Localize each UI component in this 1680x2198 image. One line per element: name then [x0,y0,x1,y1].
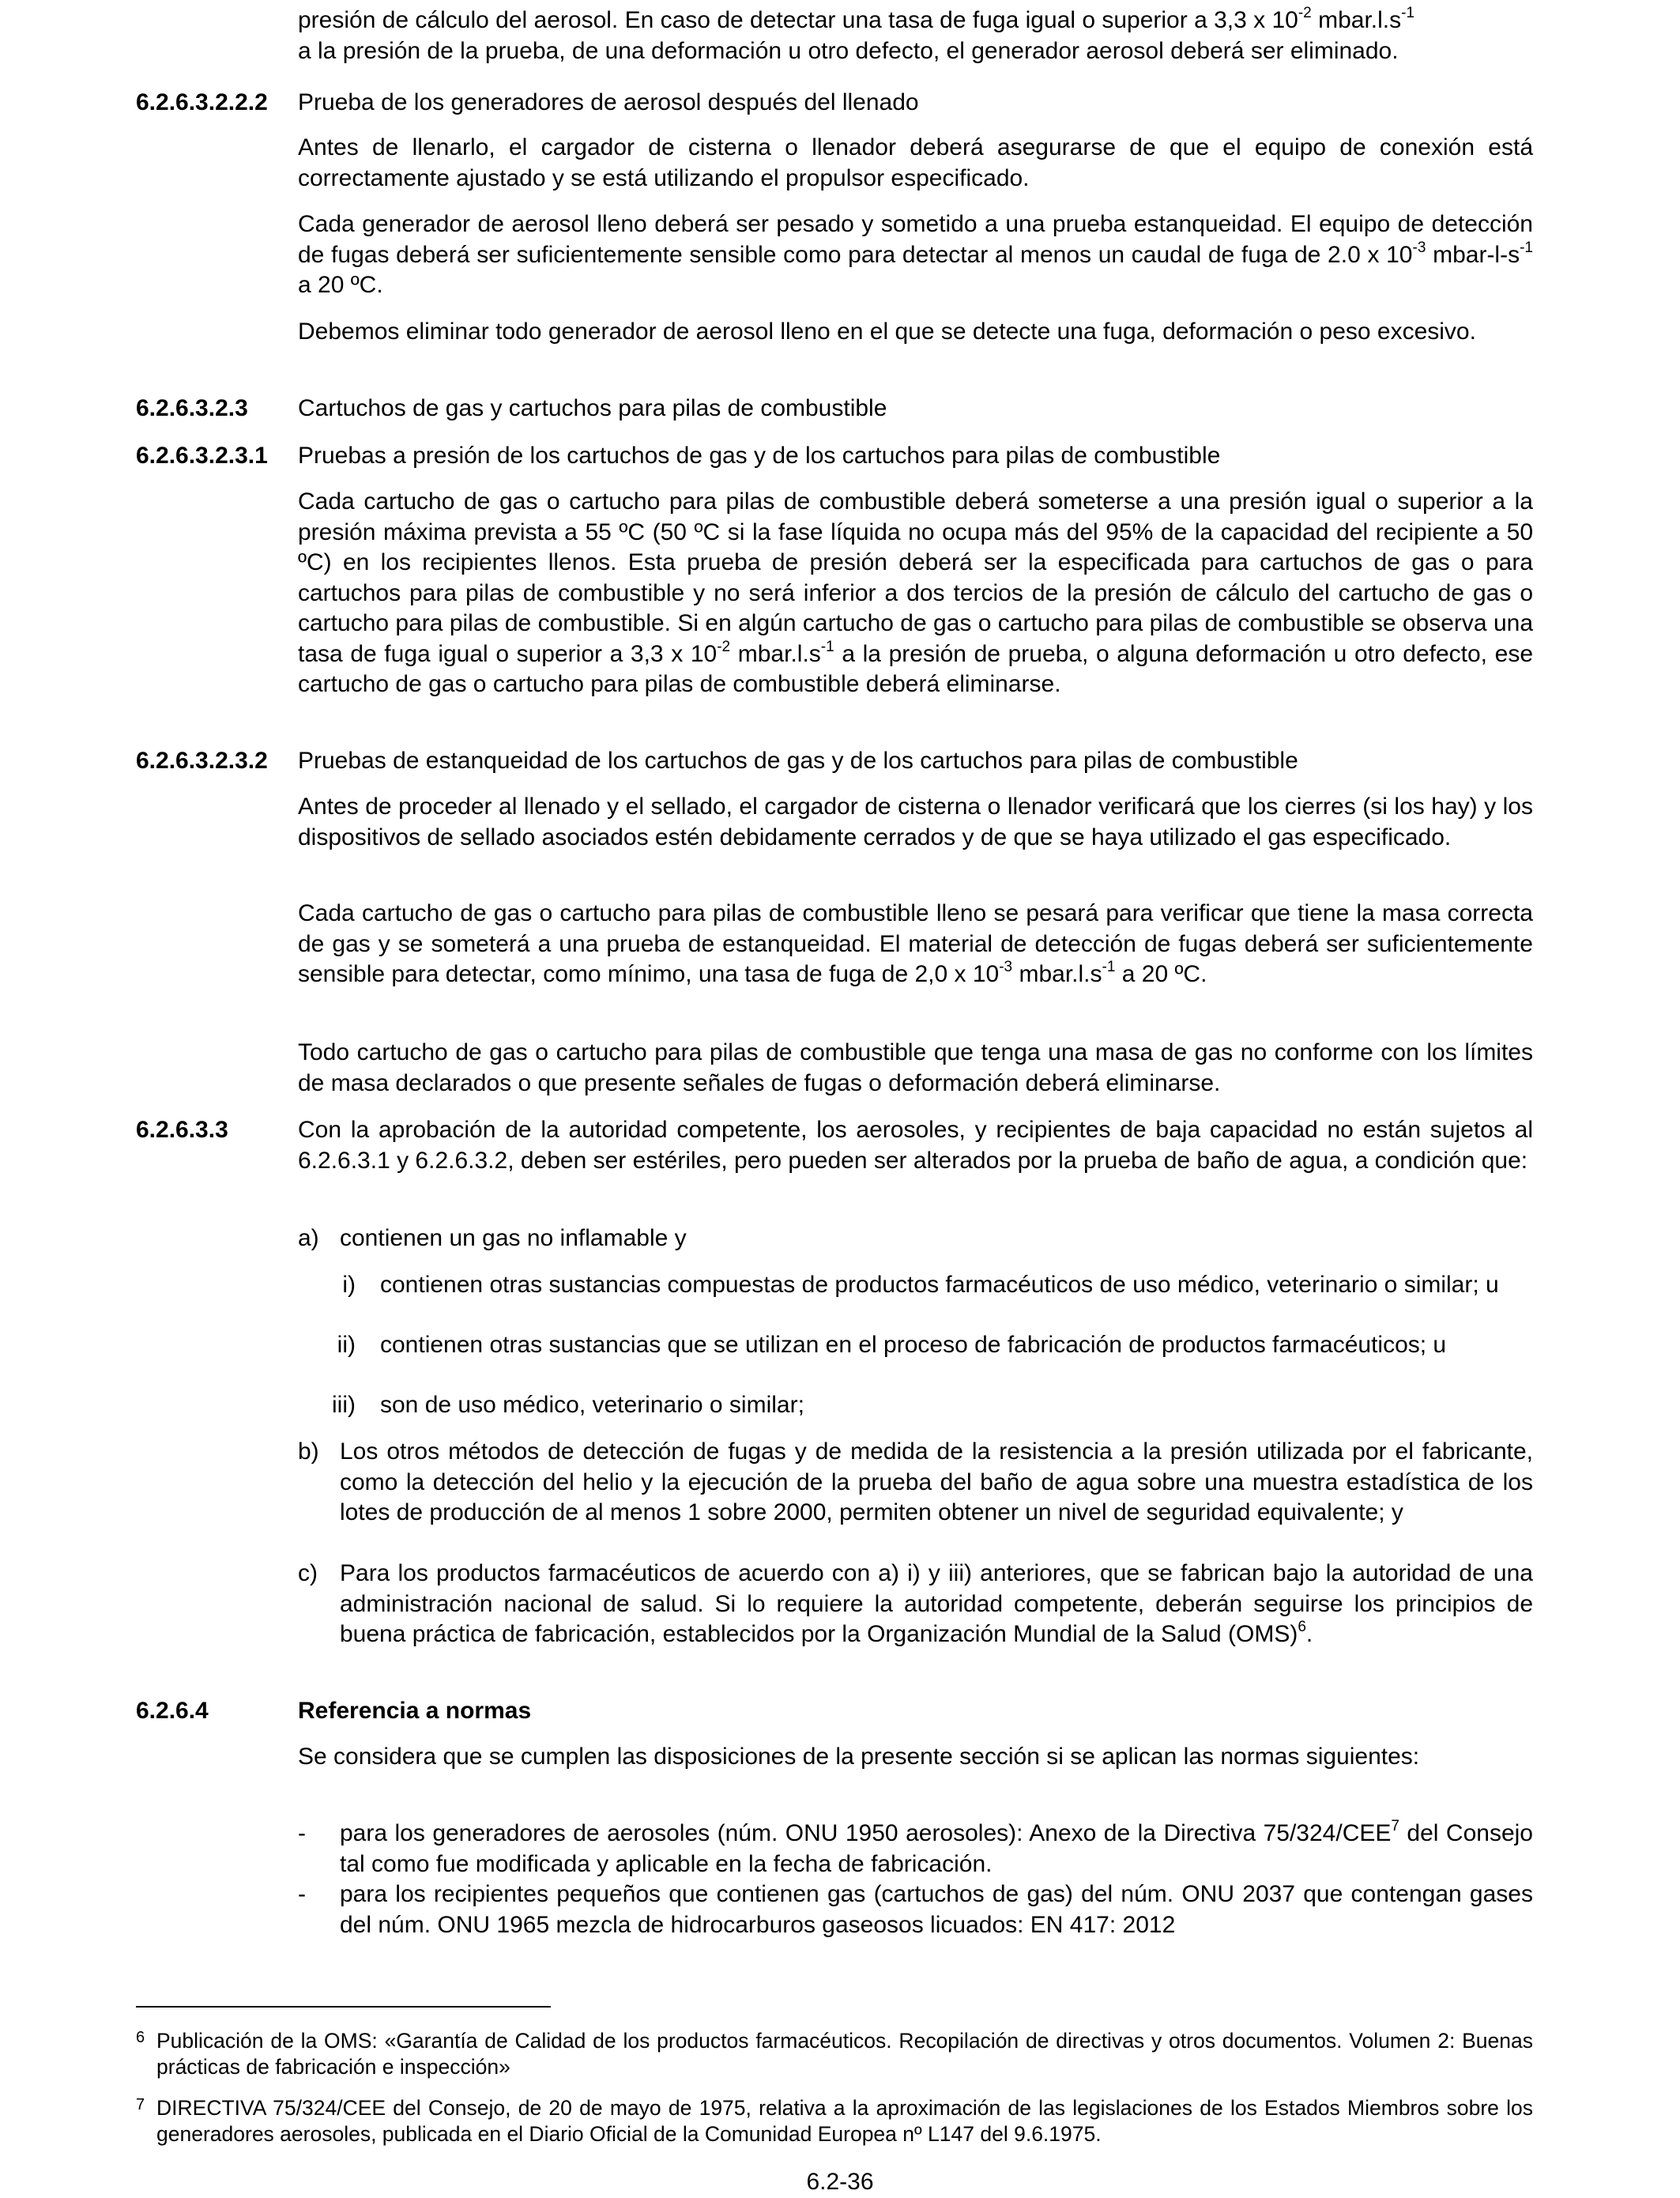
superscript: -3 [999,959,1013,975]
list-item: Los otros métodos de detección de fugas y de medida de la resistencia a la presión utilizada por el fabricante, como la detección del helio y la ejecución de la prueba del baño de agua sobre una muestra estadística de los lotes de producción de al menos 1 sobre 2000, permiten obtener un nivel de seguridad equivalente; y [340,1438,1533,1525]
paragraph: Debemos eliminar todo generador de aerosol lleno en el que se detecte una fuga, deformación o peso excesivo. [298,319,1476,345]
text: a la presión de prueba, o alguna deformación u otro defecto, ese cartucho de gas o cartucho para pilas de combustible deberá eliminarse. [298,640,1534,697]
continuation-paragraph [298,6,1533,66]
footnote-number: 6 [136,2029,145,2046]
superscript: -1 [1102,959,1116,975]
section-number: 6.2.6.3.2.3.2 [136,748,268,774]
section-number: 6.2.6.3.2.3 [136,395,248,421]
list-label: iii) [332,1392,356,1418]
text: mbar.l.s [1012,961,1102,987]
list-item: para los recipientes pequeños que contienen gas (cartuchos de gas) del núm. ONU 2037 que contengan gases del núm. ONU 1965 mezcla de hidrocarburos gaseosos licuados: EN 417: 2012 [340,1881,1533,1938]
paragraph: Antes de llenarlo, el cargador de cisterna o llenador deberá asegurarse de que el equipo de conexión está correctamente ajustado y se está utilizando el propulsor especificado. [298,134,1533,191]
text: Cada cartucho de gas o cartucho para pilas de combustible lleno se pesará para verificar que tiene la masa correcta de gas y se someterá a una prueba de estanqueidad. El material de detección de fugas deberá ser suficientemente sensible para detectar, como mínimo, una tasa de fuga de 2,0 x 10 [298,900,1533,987]
list-item [340,1559,1533,1650]
superscript: -2 [1298,5,1312,21]
list-item [340,1819,1533,1879]
list-label: ii) [337,1332,356,1358]
page-number: 6.2-36 [806,2169,874,2195]
text: mbar-l-s [1426,241,1520,268]
text: mbar.l.s [1311,7,1402,33]
list-label: c) [298,1560,318,1586]
paragraph: Todo cartucho de gas o cartucho para pilas de combustible que tenga una masa de gas no conforme con los límites de masa declarados o que presente señales de fugas o deformación deberá eliminarse. [298,1039,1533,1096]
list-label: - [298,1820,306,1846]
list-label: b) [298,1438,319,1465]
section-heading: Pruebas de estanqueidad de los cartuchos de gas y de los cartuchos para pilas de combustible [298,748,1298,774]
superscript: -1 [1520,239,1533,256]
section-number: 6.2.6.3.2.2.2 [136,89,268,115]
text: para los generadores de aerosoles (núm. ONU 1950 aerosoles): Anexo de la Directiva 75/324/CEE [340,1820,1392,1846]
footnote-number: 7 [136,2096,145,2113]
superscript: -3 [1412,239,1426,256]
paragraph [298,487,1533,700]
text: Cada cartucho de gas o cartucho para pilas de combustible deberá someterse a una presión igual o superior a la presión máxima prevista a 55 ºC (50 ºC si la fase líquida no ocupa más del 95% de la capacidad del recipiente a 50 ºC) en los recipientes llenos. Esta prueba de presión deberá ser la especificada para cartuchos de gas o para cartuchos para pilas de combustible y no será inferior a dos tercios de la presión de cálculo del cartucho de gas o cartucho para pilas de combustible. Si en algún cartucho de gas o cartucho para pilas de combustible se observa una tasa de fuga igual o superior a 3,3 x 10 [298,488,1533,667]
footnote-ref[interactable]: 6 [1298,1619,1306,1635]
footnote-ref[interactable]: 7 [1391,1818,1399,1834]
list-item: contienen otras sustancias que se utilizan en el proceso de fabricación de productos farmacéuticos; u [380,1332,1447,1358]
list-label: i) [342,1272,356,1298]
text: a 20 ºC. [1115,961,1207,987]
list-label: a) [298,1225,319,1251]
superscript: -1 [820,638,834,655]
paragraph [298,209,1533,301]
section-number: 6.2.6.3.3 [136,1117,228,1143]
paragraph: Antes de proceder al llenado y el sellado, el cargador de cisterna o llenador verificará que los cierres (si los hay) y los dispositivos de sellado asociados estén debidamente cerrados y de que se haya utilizado el gas especificado. [298,794,1533,850]
text: . [1305,1621,1313,1647]
section-heading: Referencia a normas [298,1698,532,1724]
paragraph: Con la aprobación de la autoridad competente, los aerosoles, y recipientes de baja capacidad no están sujetos al 6.2.6.3.1 y 6.2.6.3.2, deben ser estériles, pero pueden ser alterados por la prueba de baño de agua, a condición que: [298,1117,1533,1174]
text: Para los productos farmacéuticos de acuerdo con a) i) y iii) anteriores, que se fabrican bajo la autoridad de una administración nacional de salud. Si lo requiere la autoridad competente, deberán seguirse los principios de buena práctica de fabricación, establecidos por la Organización Mundial de la Salud (OMS) [340,1560,1533,1647]
section-heading: Cartuchos de gas y cartuchos para pilas de combustible [298,395,887,421]
list-item: contienen un gas no inflamable y [340,1225,687,1251]
paragraph [298,899,1533,990]
list-label: - [298,1881,306,1907]
paragraph: Se considera que se cumplen las disposiciones de la presente sección si se aplican las normas siguientes: [298,1744,1420,1770]
footnote-separator [136,2006,551,2008]
superscript: -2 [717,638,731,655]
list-item: son de uso médico, veterinario o similar; [380,1392,804,1418]
text: del Consejo tal como fue modificada y aplicable en la fecha de fabricación. [340,1820,1533,1877]
section-heading: Pruebas a presión de los cartuchos de gas y de los cartuchos para pilas de combustible [298,443,1221,469]
text: Cada generador de aerosol lleno deberá ser pesado y sometido a una prueba estanqueidad. El equipo de detección de fugas deberá ser suficientemente sensible como para detectar al menos un caudal de fuga de 2.0 x 10 [298,211,1533,268]
section-heading: Prueba de los generadores de aerosol después del llenado [298,89,919,115]
text: presión de cálculo del aerosol. En caso de detectar una tasa de fuga igual o superior a 3,3 x 10 [298,7,1298,33]
list-item: contienen otras sustancias compuestas de productos farmacéuticos de uso médico, veterinario o similar; u [380,1272,1499,1298]
footnote-text: Publicación de la OMS: «Garantía de Calidad de los productos farmacéuticos. Recopilación de directivas y otros documentos. Volumen 2: Buenas prácticas de fabricación e inspección» [156,2029,1533,2079]
section-number: 6.2.6.3.2.3.1 [136,443,268,469]
text: mbar.l.s [730,640,821,667]
text: a 20 ºC. [298,272,383,298]
section-number: 6.2.6.4 [136,1698,209,1724]
superscript: -1 [1401,5,1415,21]
footnote-text: DIRECTIVA 75/324/CEE del Consejo, de 20 de mayo de 1975, relativa a la aproximación de las legislaciones de los Estados Miembros sobre los generadores aerosoles, publicada en el Diario Oficial de la Comunidad Europea nº L147 del 9.6.1975. [156,2096,1533,2146]
text: a la presión de la prueba, de una deformación u otro defecto, el generador aerosol deberá ser eliminado. [298,37,1399,64]
